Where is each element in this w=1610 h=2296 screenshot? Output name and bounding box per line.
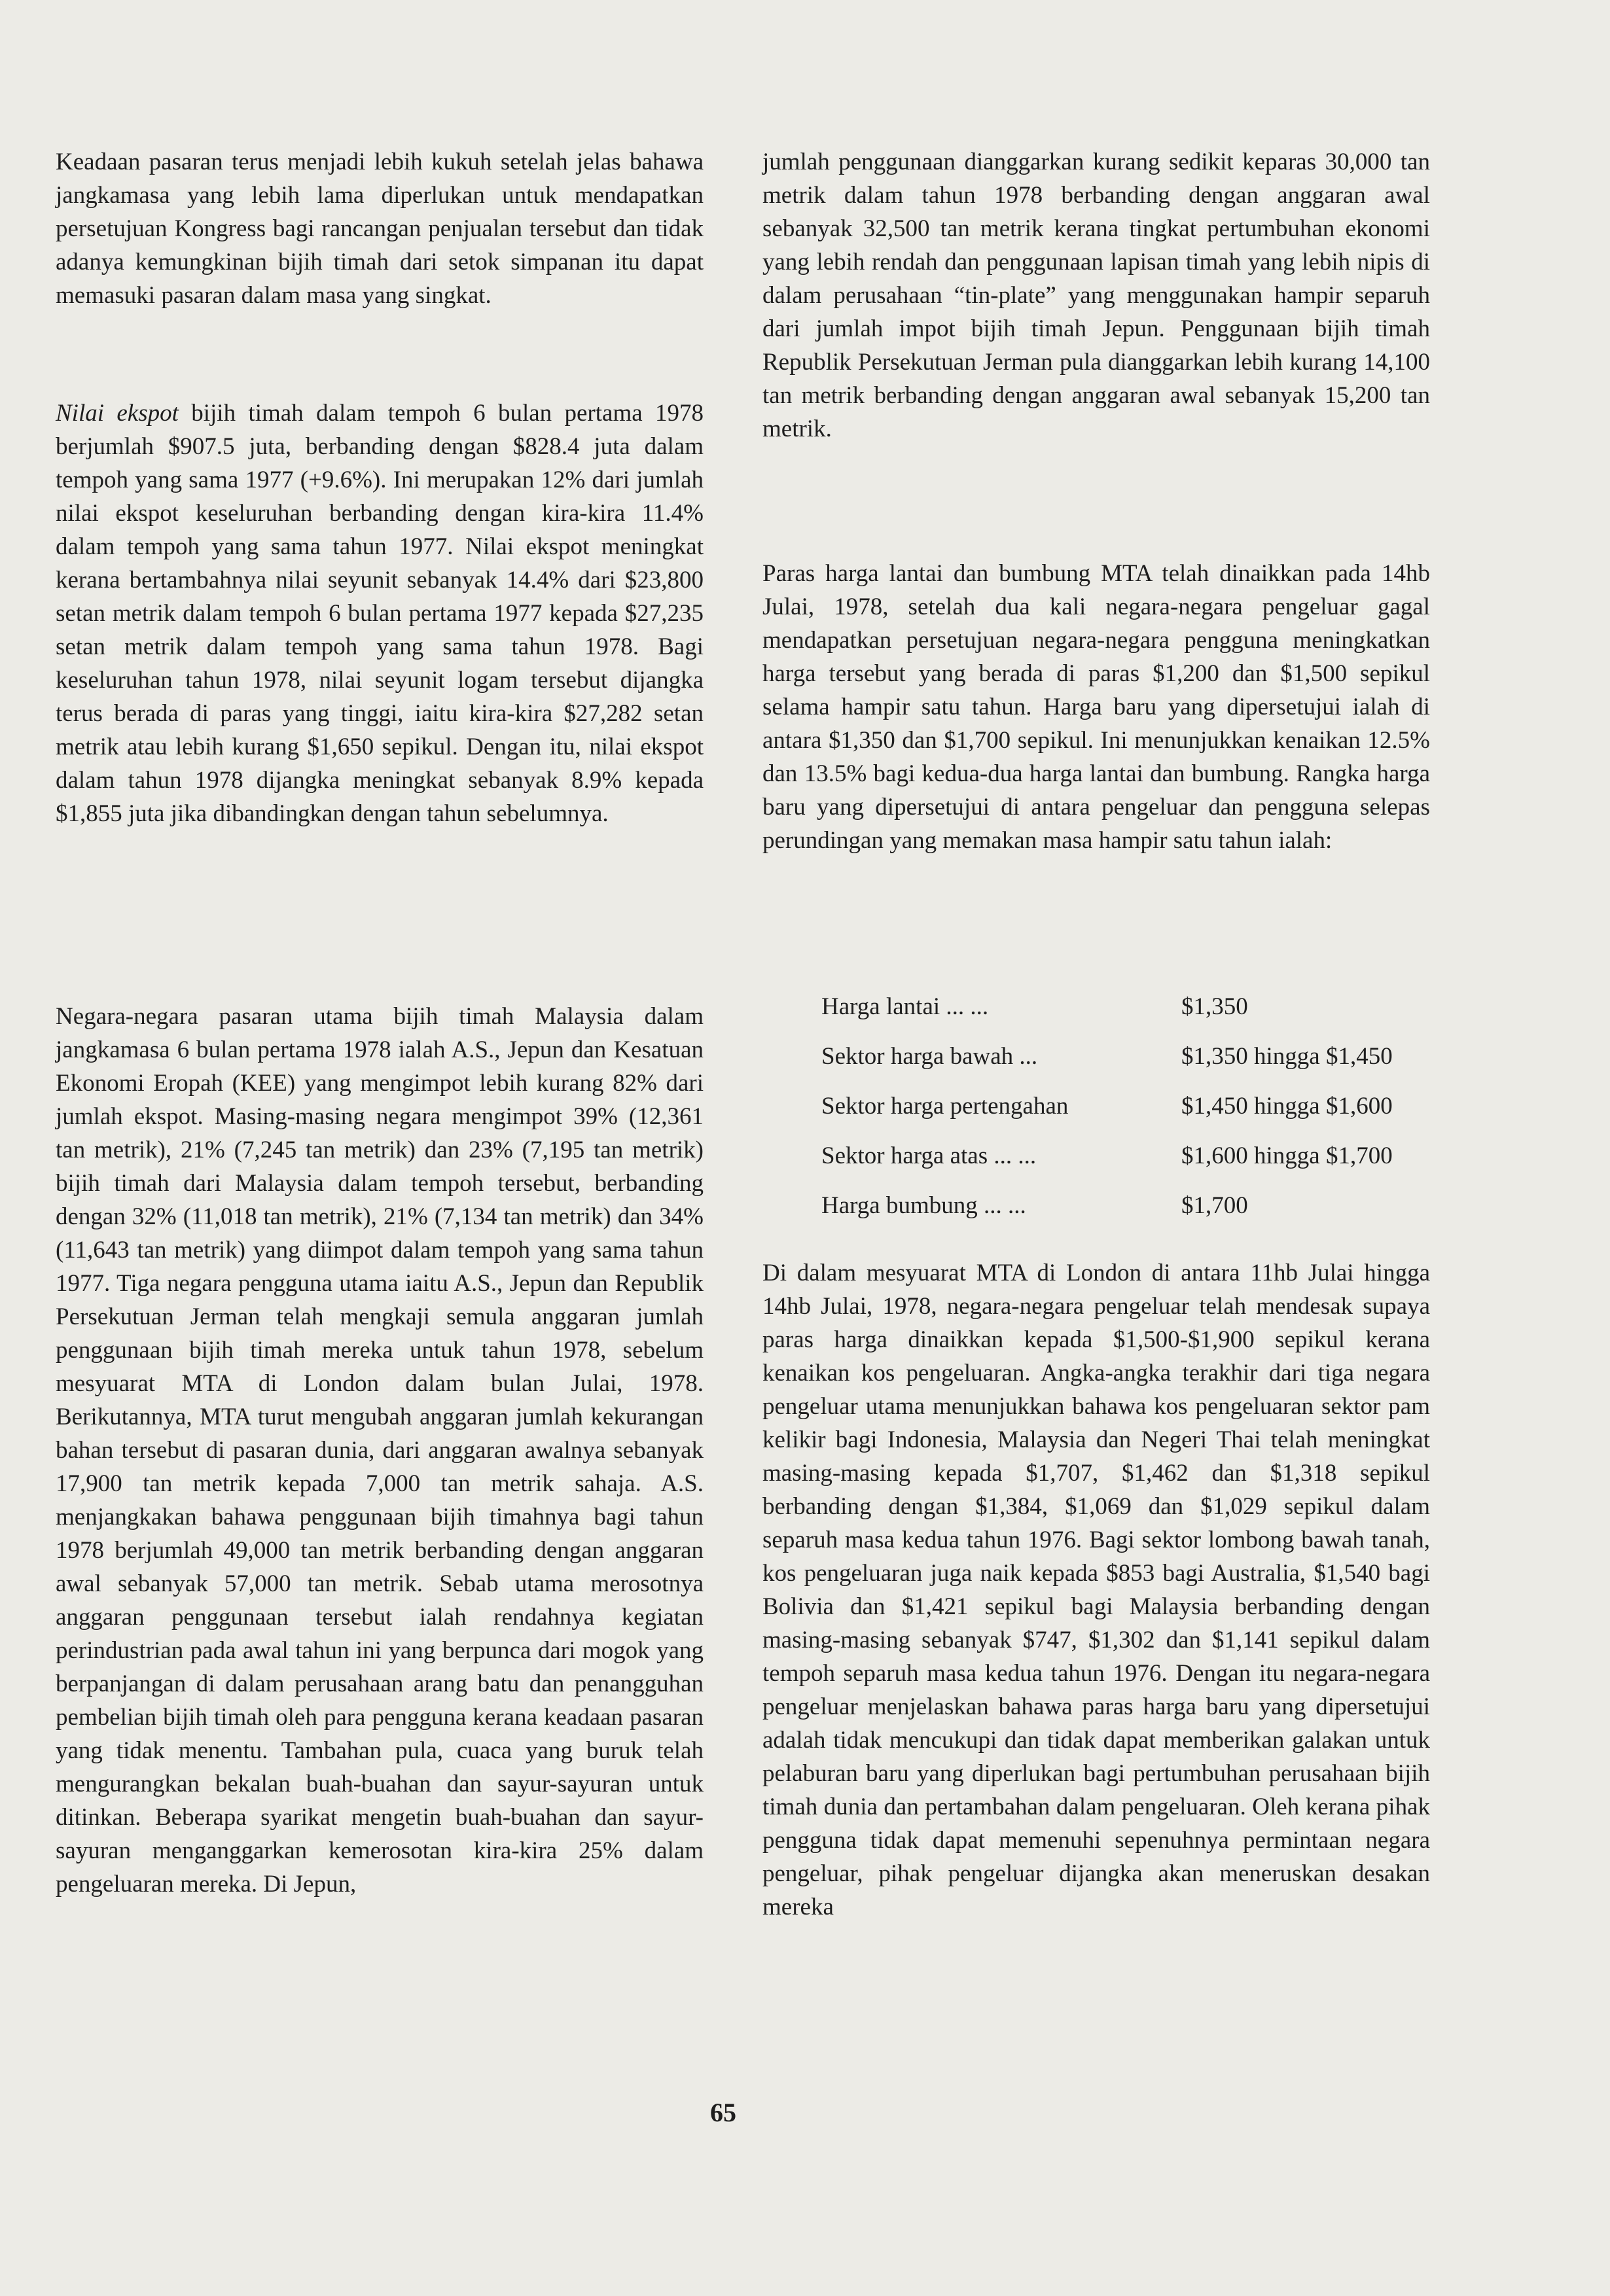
price-label: Sektor harga pertengahan (821, 1092, 1069, 1120)
table-row (821, 1180, 1437, 1230)
table-row (821, 1031, 1437, 1081)
paragraph-london-meeting: Di dalam mesyuarat MTA di London di antara 11hb Julai hingga 14hb Julai, 1978, negara-negara pengeluar telah mendesak supaya paras harga dinaikkan kepada $1,500-$1,900 sepikul kerana kenaikan kos pengeluaran. Angka-angka terakhir dari tiga negara pengeluar utama menunjukkan bahawa kos pengeluaran sektor pam kelikir bagi Indonesia, Malaysia dan Negeri Thai telah meningkat masing-masing kepada $1,707, $1,462 dan $1,318 sepikul berbanding dengan $1,384, $1,069 dan $1,029 sepikul dalam separuh masa kedua tahun 1976. Bagi sektor lombong bawah tanah, kos pengeluaran juga naik kepada $853 bagi Australia, $1,540 bagi Bolivia dan $1,421 sepikul bagi Malaysia berbanding dengan masing-masing sebanyak $747, $1,302 dan $1,141 sepikul dalam tempoh separuh masa kedua tahun 1976. Dengan itu negara-negara pengeluar menjelaskan bahawa paras harga baru yang dipersetujui adalah tidak mencukupi dan tidak dapat memberikan galakan untuk pelaburan baru yang diperlukan bagi pertumbuhan perusahaan bijih timah dunia dan pertambahan dalam pengeluaran. Oleh kerana pihak pengguna tidak dapat memenuhi sepenuhnya permintaan negara pengeluar, pihak pengeluar dijangka akan meneruskan desakan mereka (762, 1260, 1430, 1920)
paragraph-japan-consumption: jumlah penggunaan dianggarkan kurang sedikit keparas 30,000 tan metrik dalam tahun 1978 berbanding dengan anggaran awal sebanyak 32,500 tan metrik kerana tingkat pertumbuhan ekonomi yang lebih rendah dan penggunaan lapisan timah yang lebih nipis di dalam perusahaan “tin-plate” yang menggunakan hampir separuh dari jumlah impot bijih timah Jepun. Penggunaan bijih timah Republik Persekutuan Jerman pula dianggarkan lebih kurang 14,100 tan metrik berbanding dengan anggaran awal sebanyak 15,200 tan metrik. (762, 149, 1430, 442)
table-row (821, 981, 1437, 1031)
price-label: Harga bumbung ... ... (821, 1192, 1026, 1219)
page-number: 65 (710, 2098, 736, 2127)
table-row (821, 1081, 1437, 1131)
price-value: $1,600 hingga $1,700 (1181, 1142, 1393, 1169)
price-label: Sektor harga bawah ... (821, 1042, 1038, 1070)
price-value: $1,700 (1181, 1192, 1248, 1219)
price-label: Harga lantai ... ... (821, 993, 989, 1020)
price-value: $1,350 hingga $1,450 (1181, 1042, 1393, 1070)
paragraph-export-value (56, 397, 704, 830)
paragraph-floor-ceiling-price: Paras harga lantai dan bumbung MTA telah dinaikkan pada 14hb Julai, 1978, setelah dua kali negara-negara pengeluar gagal mendapatkan persetujuan negara-negara pengguna meningkatkan harga tersebut yang berada di paras $1,200 dan $1,500 sepikul selama hampir satu tahun. Harga baru yang dipersetujui ialah di antara $1,350 dan $1,700 sepikul. Ini menunjukkan kenaikan 12.5% dan 13.5% bagi kedua-dua harga lantai dan bumbung. Rangka harga baru yang dipersetujui di antara pengeluar dan pengguna selepas perundingan yang memakan masa hampir satu tahun ialah: (762, 560, 1430, 854)
paragraph-export-value-text: bijih timah dalam tempoh 6 bulan pertama 1978 berjumlah $907.5 juta, berbanding dengan $828.4 juta dalam tempoh yang sama 1977 (+9.6%). Ini merupakan 12% dari jumlah nilai ekspot keseluruhan berbanding dengan kira-kira 11.4% dalam tempoh yang sama tahun 1977. Nilai ekspot meningkat kerana bertambahnya nilai seyunit sebanyak 14.4% dari $23,800 setan metrik dalam tempoh 6 bulan pertama 1977 kepada $27,235 setan metrik dalam tempoh yang sama tahun 1978. Bagi keseluruhan tahun 1978, nilai seyunit logam tersebut dijangka terus berada di paras yang tinggi, iaitu kira-kira $27,282 setan metrik atau lebih kurang $1,650 sepikul. Dengan itu, nilai ekspot dalam tahun 1978 dijangka meningkat sebanyak 8.9% kepada $1,855 juta jika dibandingkan dengan tahun sebelumnya. (56, 400, 704, 827)
paragraph-lead-italic: Nilai ekspot (56, 400, 179, 427)
price-range-table (821, 981, 1437, 1230)
paragraph-market-firmer: Keadaan pasaran terus menjadi lebih kukuh setelah jelas bahawa jangkamasa yang lebih lama diperlukan untuk mendapatkan persetujuan Kongress bagi rancangan penjualan tersebut dan tidak adanya kemungkinan bijih timah dari setok simpanan itu dapat memasuki pasaran dalam masa yang singkat. (56, 149, 704, 309)
price-label: Sektor harga atas ... ... (821, 1142, 1037, 1169)
table-row (821, 1131, 1437, 1180)
price-value: $1,450 hingga $1,600 (1181, 1092, 1393, 1120)
paragraph-main-markets: Negara-negara pasaran utama bijih timah Malaysia dalam jangkamasa 6 bulan pertama 1978 ialah A.S., Jepun dan Kesatuan Ekonomi Eropah (KEE) yang mengimpot lebih kurang 82% dari jumlah ekspot. Masing-masing negara mengimpot 39% (12,361 tan metrik), 21% (7,245 tan metrik) dan 23% (7,195 tan metrik) bijih timah dari Malaysia dalam tempoh tersebut, berbanding dengan 32% (11,018 tan metrik), 21% (7,134 tan metrik) dan 34% (11,643 tan metrik) yang diimpot dalam tempoh yang sama tahun 1977. Tiga negara pengguna utama iaitu A.S., Jepun dan Republik Persekutuan Jerman telah mengkaji semula anggaran jumlah penggunaan bijih timah mereka untuk tahun 1978, sebelum mesyuarat MTA di London dalam bulan Julai, 1978. Berikutannya, MTA turut mengubah anggaran jumlah kekurangan bahan tersebut di pasaran dunia, dari anggaran awalnya sebanyak 17,900 tan metrik kepada 7,000 tan metrik sahaja. A.S. menjangkakan bahawa penggunaan bijih timahnya bagi tahun 1978 berjumlah 49,000 tan metrik berbanding dengan anggaran awal sebanyak 57,000 tan metrik. Sebab utama merosotnya anggaran penggunaan tersebut ialah rendahnya kegiatan perindustrian pada awal tahun ini yang berpunca dari mogok yang berpanjangan di dalam perusahaan arang batu dan penangguhan pembelian bijih timah oleh para pengguna kerana keadaan pasaran yang tidak menentu. Tambahan pula, cuaca yang buruk telah mengurangkan bekalan buah-buahan dan sayur-sayuran untuk ditinkan. Beberapa syarikat mengetin buah-buahan dan sayur-sayuran menganggarkan kemerosotan kira-kira 25% dalam pengeluaran mereka. Di Jepun, (56, 1003, 704, 1898)
price-value: $1,350 (1181, 993, 1248, 1020)
